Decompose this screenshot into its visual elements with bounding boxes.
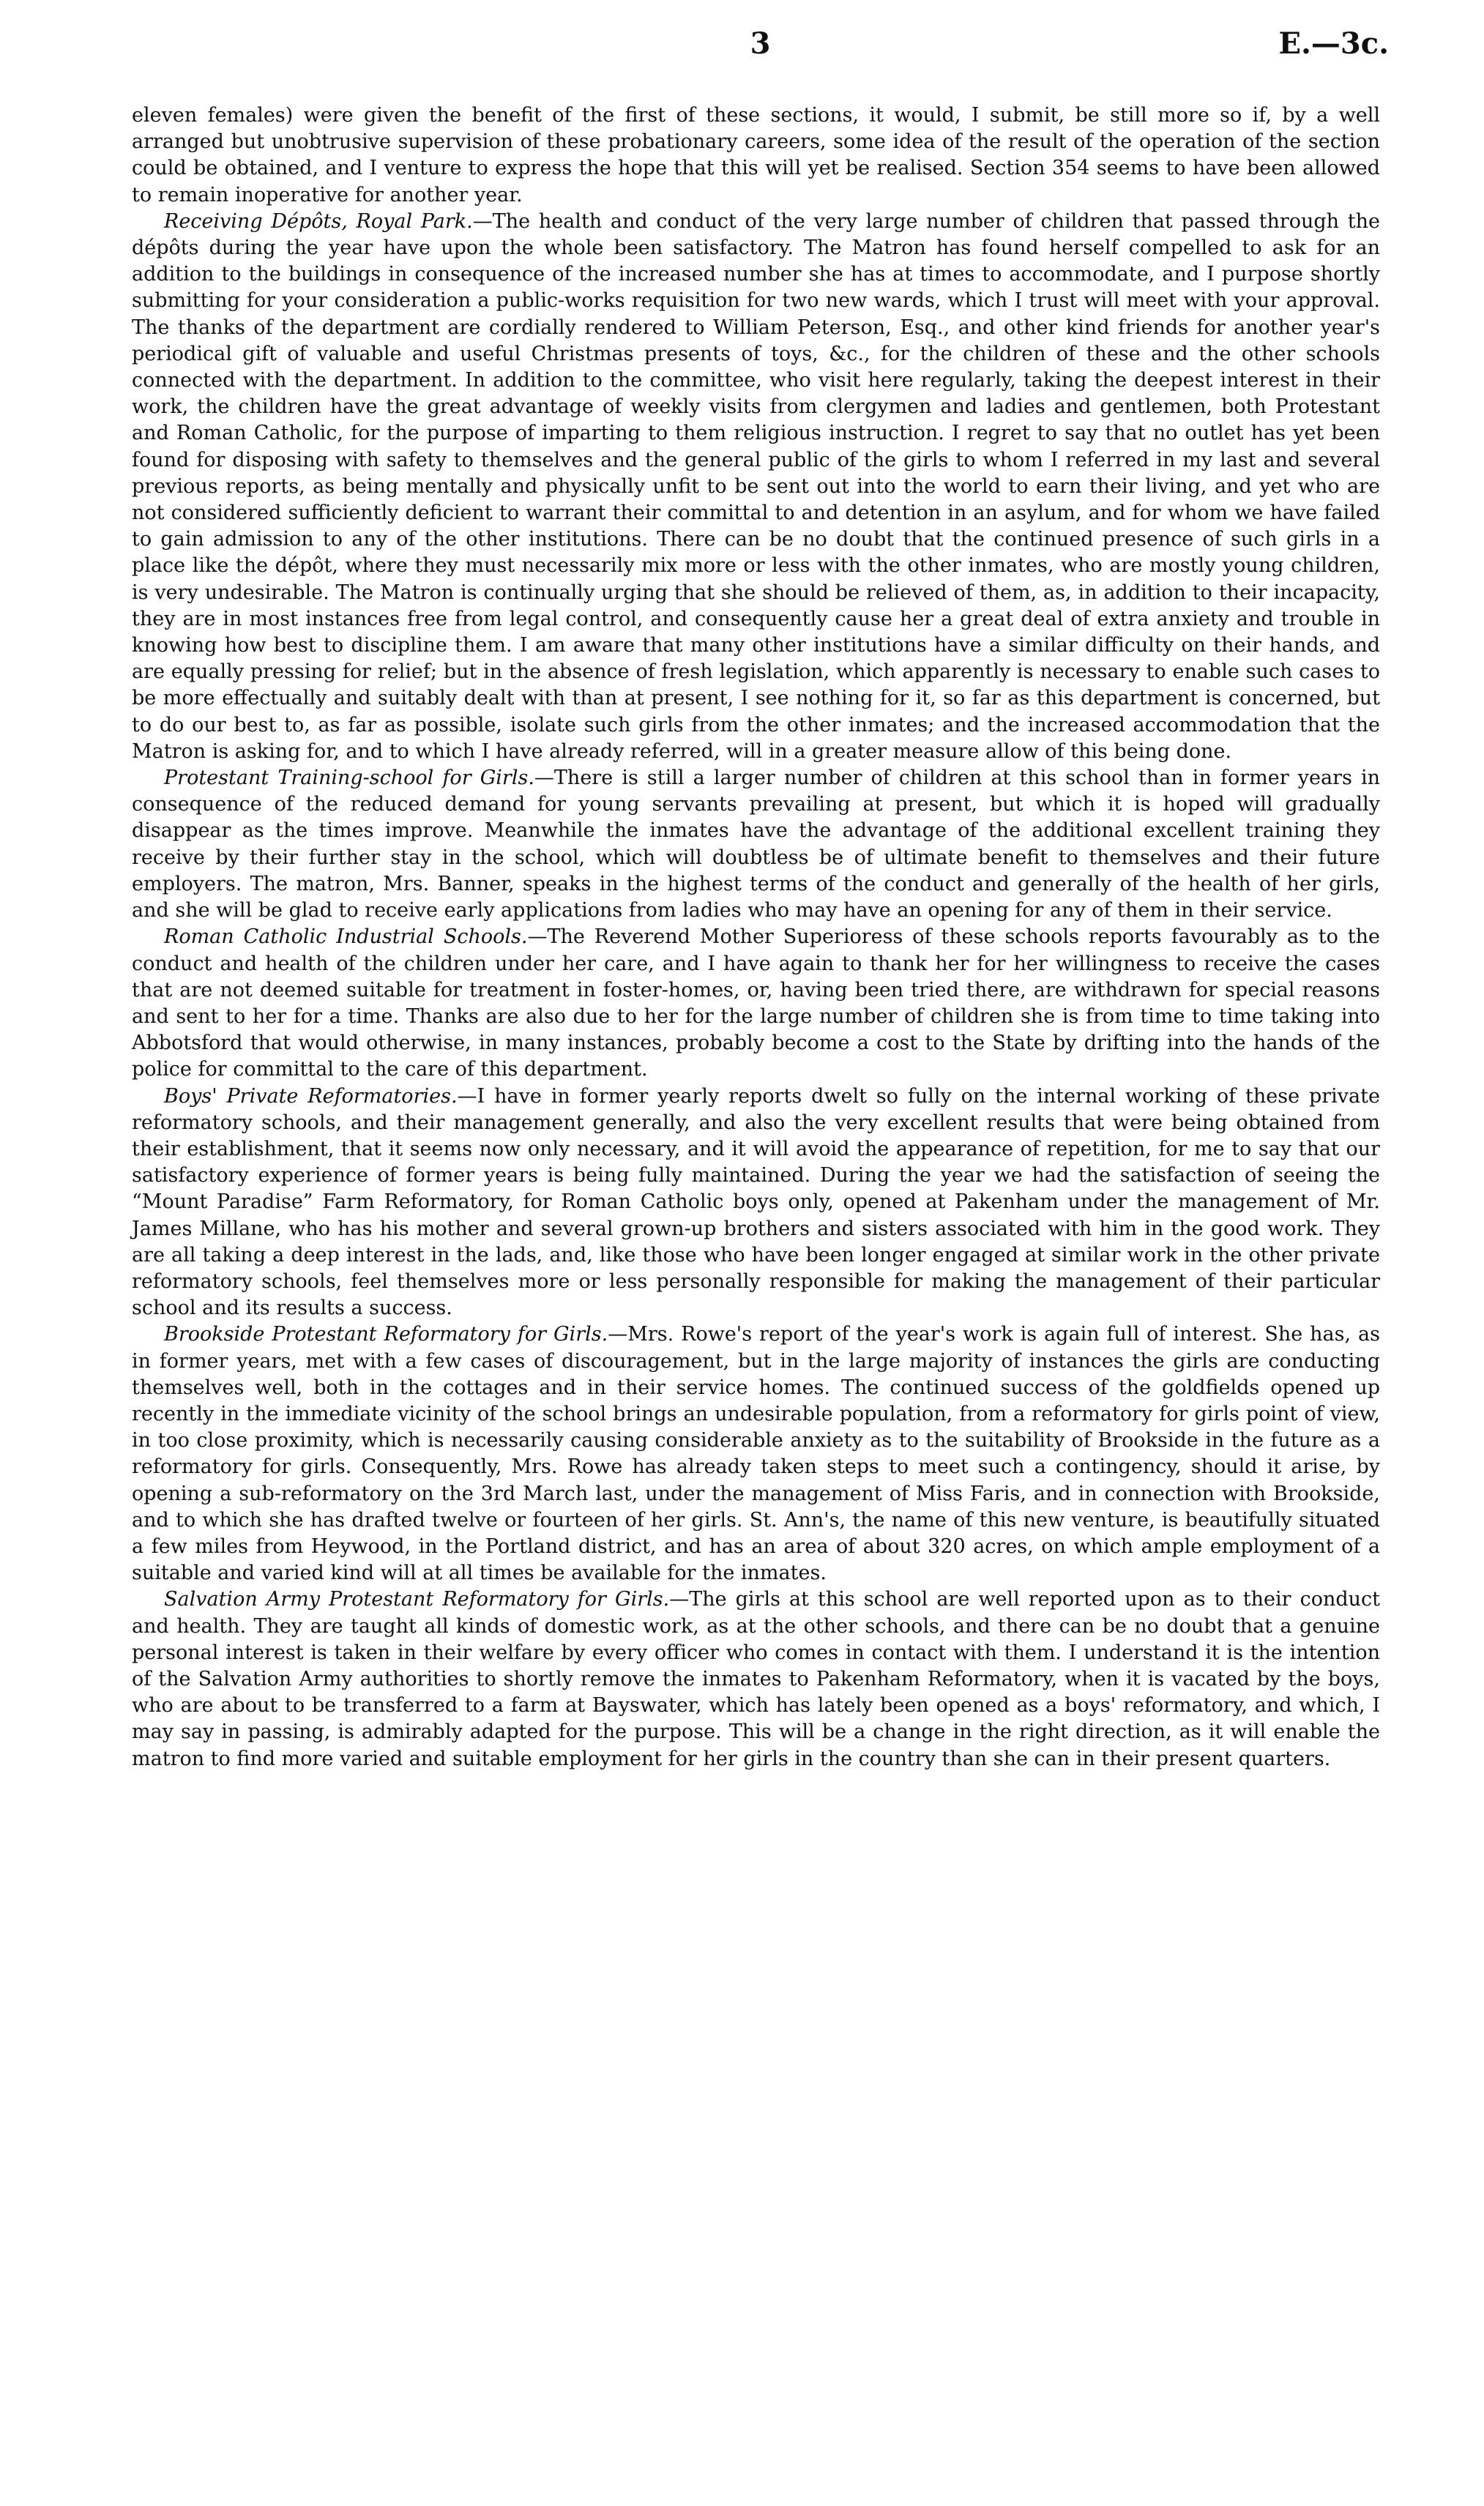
section-title: Salvation Army Protestant Reformatory for Girls. — [164, 1588, 670, 1611]
document-reference: E.—3c. — [1278, 26, 1389, 61]
paragraph-protestant-training-school — [132, 765, 1380, 924]
paragraph-text: —The health and conduct of the very large number of children that passed through the dépôts during the year have upon the whole been satisfactory. The Matron has found herself compelled to ask for an addition to the buildings in consequence of the increased number she has at times to accommodate, and I purpose shortly submitting for your consideration a public-works requisition for two new wards, which I trust will meet with your approval. The thanks of the department are cordially rendered to William Peterson, Esq., and other kind friends for another year's periodical gift of valuable and useful Christmas presents of toys, &c., for the children of these and the other schools connected with the department. In addition to the committee, who visit here regularly, taking the deepest interest in their work, the children have the great advantage of weekly visits from clergymen and ladies and gentlemen, both Protestant and Roman Catholic, for the purpose of imparting to them religious instruction. I regret to say that no outlet has yet been found for disposing with safety to themselves and the general public of the girls to whom I referred in my last and several previous reports, as being mentally and physically unfit to be sent out into the world to earn their living, and yet who are not considered sufficiently deficient to warrant their committal to and detention in an asylum, and for whom we have failed to gain admission to any of the other institutions. There can be no doubt that the continued presence of such girls in a place like the dépôt, where they must necessarily mix more or less with the other inmates, who are mostly young children, is very undesirable. The Matron is continually urging that she should be relieved of them, as, in addition to their incapacity, they are in most instances free from legal control, and consequently cause her a great deal of extra anxiety and trouble in knowing how best to discipline them. I am aware that many other institutions have a similar difficulty on their hands, and are equally pressing for relief; but in the absence of fresh legislation, which apparently is necessary to enable such cases to be more effectually and suitably dealt with than at present, I see nothing for it, so far as this department is concerned, but to do our best to, as far as possible, isolate such girls from the other inmates; and the increased accommodation that the Matron is asking for, and to which I have already referred, will in a greater measure allow of this being done. — [132, 209, 1381, 763]
paragraph-brookside-reformatory — [132, 1321, 1380, 1586]
paragraph-text: eleven females) were given the benefit of the first of these sections, it would, I submit, be still more so if, by a well arranged but unobtrusive supervision of these probationary careers, some idea of the result of the operation of the section could be obtained, and I venture to express the hope that this will yet be realised. Section 354 seems to have been allowed to remain inoperative for another year. — [132, 104, 1380, 206]
section-title: Receiving Dépôts, Royal Park. — [164, 209, 473, 233]
paragraph-roman-catholic-schools — [132, 924, 1380, 1083]
paragraph-text: —The Reverend Mother Superioress of these schools reports favourably as to the conduct and health of the children under her care, and I have again to thank her for her willingness to receive the cases that are not deemed suitable for treatment in foster-homes, or, having been tried there, are withdrawn for special reasons and sent to her for a time. Thanks are also due to her for the large number of children she is from time to time taking into Abbotsford that would otherwise, in many instances, probably become a cost to the State by drifting into the hands of the police for committal to the care of this department. — [132, 925, 1380, 1081]
paragraph-boys-private-reformatories — [132, 1084, 1380, 1322]
paragraph-text: —Mrs. Rowe's report of the year's work is again full of interest. She has, as in former years, met with a few cases of discouragement, but in the large majority of instances the girls are conducting themselves well, both in the cottages and in their service homes. The continued success of the goldfields opened up recently in the immediate vicinity of the school brings an undesirable population, from a reformatory for girls point of view, in too close proximity, which is necessarily causing considerable anxiety as to the suitability of Brookside in the future as a reformatory for girls. Consequently, Mrs. Rowe has already taken steps to meet such a contingency, should it arise, by opening a sub-reformatory on the 3rd March last, under the management of Miss Faris, and in connection with Brookside, and to which she has drafted twelve or fourteen of her girls. St. Ann's, the name of this new venture, is beautifully situated a few miles from Heywood, in the Portland district, and has an area of about 320 acres, on which ample employment of a suitable and varied kind will at all times be available for the inmates. — [132, 1323, 1381, 1585]
report-body — [132, 102, 1380, 1772]
section-title: Protestant Training-school for Girls. — [164, 767, 534, 790]
paragraph-text: —There is still a larger number of children at this school than in former years in consequence of the reduced demand for young servants prevailing at present, but which it is hoped will gradually disappear as the times improve. Meanwhile the inmates have the advantage of the additional excellent training they receive by their further stay in the school, which will doubtless be of ultimate benefit to themselves and their future employers. The matron, Mrs. Banner, speaks in the highest terms of the conduct and generally of the health of her girls, and she will be glad to receive early applications from ladies who may have an opening for any of them in their service. — [132, 767, 1380, 922]
section-title: Boys' Private Reformatories. — [164, 1084, 458, 1108]
section-title: Roman Catholic Industrial Schools. — [164, 925, 528, 949]
paragraph-text: —The girls at this school are well reported upon as to their conduct and health. They are taught all kinds of domestic work, as at the other schools, and there can be no doubt that a genuine personal interest is taken in their welfare by every officer who comes in contact with them. I understand it is the intention of the Salvation Army authorities to shortly remove the inmates to Pakenham Reformatory, when it is vacated by the boys, who are about to be transferred to a farm at Bayswater, which has lately been opened as a boys' reformatory, and which, I may say in passing, is admirably adapted for the purpose. This will be a change in the right direction, as it will enable the matron to find more varied and suitable employment for her girls in the country than she can in their present quarters. — [132, 1588, 1380, 1770]
section-title: Brookside Protestant Reformatory for Girls. — [164, 1323, 608, 1346]
page-number: 3 — [750, 26, 771, 61]
paragraph-continuation — [132, 102, 1380, 209]
page-header — [132, 26, 1389, 70]
paragraph-text: —I have in former yearly reports dwelt so fully on the internal working of these private reformatory schools, and their management generally, and also the very excellent results that were being obtained from their establishment, that it seems now only necessary, and it will avoid the appearance of repetition, for me to say that our satisfactory experience of former years is being fully maintained. During the year we had the satisfaction of seeing the “Mount Paradise” Farm Reformatory, for Roman Catholic boys only, opened at Pakenham under the management of Mr. James Millane, who has his mother and several grown-up brothers and sisters associated with him in the good work. They are all taking a deep interest in the lads, and, like those who have been longer engaged at similar work in the other private reformatory schools, feel themselves more or less personally responsible for making the management of their particular school and its results a success. — [132, 1084, 1380, 1320]
paragraph-salvation-army-reformatory — [132, 1586, 1380, 1772]
paragraph-receiving-depots — [132, 209, 1380, 765]
